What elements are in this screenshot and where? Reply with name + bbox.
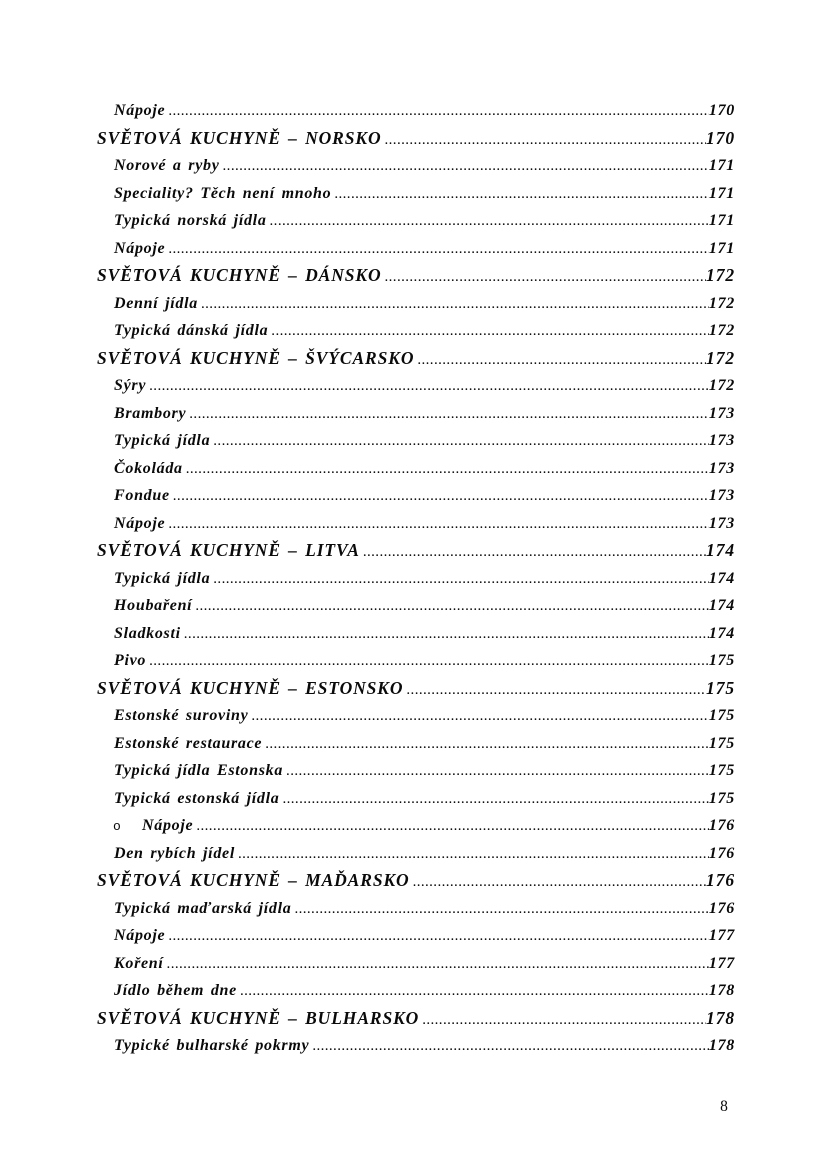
toc-entry — [97, 207, 735, 235]
toc-entry-label: Nápoje — [114, 239, 166, 257]
toc-entry-page: 172 — [708, 322, 735, 339]
dot-leader — [406, 677, 706, 703]
toc-entry-label: Nápoje — [142, 817, 194, 834]
toc-entry-label: Nápoje — [114, 102, 166, 119]
toc-entry-label: Fondue — [114, 487, 170, 504]
toc-entry — [97, 317, 735, 345]
toc-entry-label: Koření — [114, 954, 164, 972]
dot-leader — [149, 648, 709, 675]
toc-entry-label: Typická estonská jídla — [114, 789, 280, 807]
toc-entry — [97, 455, 735, 483]
toc-entry-label: Typická jídla — [114, 569, 211, 587]
toc-entry — [97, 950, 735, 978]
toc-entry — [97, 290, 735, 318]
dot-leader — [312, 1033, 709, 1060]
toc-entry-label: Pivo — [114, 652, 147, 669]
dot-leader — [286, 758, 709, 785]
toc-entry-page: 176 — [708, 899, 735, 917]
dot-leader — [173, 483, 709, 510]
toc-entry-label: Typická dánská jídla — [114, 322, 269, 339]
toc-entry-page: 178 — [708, 1037, 735, 1054]
toc-entry — [97, 840, 735, 868]
toc-entry-page: 175 — [708, 707, 735, 724]
toc-entry-page: 172 — [706, 347, 735, 368]
toc-entry-page: 178 — [706, 1007, 735, 1028]
dot-leader — [294, 896, 708, 923]
toc-entry — [97, 345, 735, 373]
toc-entry — [97, 510, 735, 538]
dot-leader — [270, 208, 709, 235]
toc-entry — [97, 427, 735, 455]
dot-leader — [385, 264, 707, 290]
dot-leader — [223, 153, 709, 180]
toc-entry-label: Estonské suroviny — [114, 707, 249, 724]
dot-leader — [417, 347, 706, 373]
toc-entry-page: 170 — [708, 102, 735, 119]
toc-entry-label: SVĚTOVÁ KUCHYNĚ – ŠVÝCARSKO — [97, 347, 415, 368]
toc-entry-page: 174 — [708, 597, 735, 614]
footer-page-number: 8 — [720, 1098, 728, 1115]
dot-leader — [189, 401, 709, 428]
dot-leader — [213, 428, 709, 455]
toc-entry-label: Sýry — [114, 377, 147, 394]
toc-entry — [97, 647, 735, 675]
dot-leader — [251, 703, 709, 730]
dot-leader — [168, 98, 709, 125]
toc-entry-label: SVĚTOVÁ KUCHYNĚ – NORSKO — [97, 127, 382, 148]
dot-leader — [168, 923, 709, 950]
table-of-contents — [97, 97, 735, 1060]
toc-entry-page: 170 — [706, 127, 735, 148]
dot-leader — [184, 621, 709, 648]
toc-entry-page: 174 — [708, 569, 735, 587]
toc-entry-page: 173 — [708, 404, 735, 422]
toc-entry-page: 175 — [708, 789, 735, 807]
toc-entry-label: Nápoje — [114, 927, 166, 944]
toc-entry — [97, 152, 735, 180]
toc-entry-page: 174 — [708, 624, 735, 642]
toc-entry-page: 176 — [708, 844, 735, 862]
toc-entry-label: Čokoláda — [114, 459, 183, 477]
toc-entry-label: Typická jídla — [114, 432, 211, 449]
dot-leader — [186, 456, 709, 483]
dot-leader — [195, 593, 709, 620]
toc-entry-page: 171 — [708, 157, 735, 174]
toc-entry-page: 176 — [708, 817, 735, 834]
toc-entry-label: Estonské restaurace — [114, 734, 263, 752]
toc-entry — [97, 262, 735, 290]
toc-entry — [97, 1032, 735, 1060]
dot-leader — [271, 318, 709, 345]
toc-entry — [97, 757, 735, 785]
toc-entry — [97, 372, 735, 400]
toc-entry-page: 171 — [708, 239, 735, 257]
dot-leader — [413, 869, 706, 895]
toc-entry — [97, 235, 735, 263]
toc-entry-page: 172 — [706, 265, 735, 285]
toc-entry — [97, 895, 735, 923]
toc-entry — [97, 565, 735, 593]
dot-leader — [213, 566, 709, 593]
toc-entry — [97, 97, 735, 125]
dot-leader — [168, 236, 709, 263]
toc-entry-page: 176 — [706, 870, 735, 890]
toc-entry — [97, 867, 735, 895]
toc-entry-label: Typická jídla Estonska — [114, 762, 284, 779]
toc-entry-label: Typické bulharské pokrmy — [114, 1037, 310, 1054]
toc-entry — [97, 730, 735, 758]
dot-leader — [240, 978, 709, 1005]
toc-entry — [97, 785, 735, 813]
toc-entry-page: 175 — [708, 652, 735, 669]
dot-leader — [265, 731, 709, 758]
toc-entry-page: 172 — [708, 377, 735, 394]
toc-entry-page: 178 — [708, 982, 735, 999]
toc-entry-label: SVĚTOVÁ KUCHYNĚ – ESTONSKO — [97, 677, 404, 698]
toc-entry-label: Typická maďarská jídla — [114, 899, 292, 917]
toc-entry-page: 173 — [708, 514, 735, 532]
toc-entry-label: SVĚTOVÁ KUCHYNĚ – BULHARSKO — [97, 1007, 420, 1028]
toc-entry-label: SVĚTOVÁ KUCHYNĚ – MAĎARSKO — [97, 870, 410, 890]
dot-leader — [196, 813, 709, 840]
toc-entry — [97, 400, 735, 428]
toc-entry — [97, 125, 735, 153]
toc-entry-label: Sladkosti — [114, 624, 181, 642]
toc-entry-label: Denní jídla — [114, 294, 198, 312]
dot-leader — [282, 786, 708, 813]
dot-leader — [168, 511, 709, 538]
toc-entry-page: 177 — [708, 954, 735, 972]
dot-leader — [422, 1007, 706, 1033]
toc-entry — [97, 675, 735, 703]
toc-entry-page: 175 — [708, 734, 735, 752]
dot-leader — [149, 373, 709, 400]
toc-entry-label: Nápoje — [114, 514, 166, 532]
toc-entry-label: Houbaření — [114, 597, 193, 614]
toc-entry-page: 174 — [706, 540, 735, 560]
dot-leader — [385, 127, 707, 153]
toc-entry — [97, 922, 735, 950]
toc-entry-label: Brambory — [114, 404, 187, 422]
toc-entry-label: Den rybích jídel — [114, 844, 235, 862]
toc-entry — [97, 1005, 735, 1033]
toc-entry-label: Typická norská jídla — [114, 212, 267, 229]
dot-leader — [201, 291, 709, 318]
toc-entry — [97, 537, 735, 565]
dot-leader — [238, 841, 709, 868]
toc-entry-page: 171 — [708, 184, 735, 202]
toc-entry-page: 172 — [708, 294, 735, 312]
dot-leader — [363, 539, 706, 565]
toc-entry — [97, 702, 735, 730]
toc-entry — [97, 977, 735, 1005]
toc-entry — [97, 620, 735, 648]
toc-entry-label: SVĚTOVÁ KUCHYNĚ – DÁNSKO — [97, 265, 382, 285]
toc-entry — [97, 592, 735, 620]
dot-leader — [167, 951, 709, 978]
toc-entry-label: SVĚTOVÁ KUCHYNĚ – LITVA — [97, 540, 360, 560]
toc-entry-label: Jídlo během dne — [114, 982, 237, 999]
dot-leader — [334, 181, 709, 208]
toc-entry-page: 175 — [708, 762, 735, 779]
toc-entry — [97, 482, 735, 510]
list-bullet: o — [113, 819, 121, 834]
toc-entry-page: 173 — [708, 432, 735, 449]
toc-entry-label: Norové a ryby — [114, 157, 220, 174]
toc-entry-page: 171 — [708, 212, 735, 229]
toc-entry — [97, 812, 735, 840]
toc-entry-page: 175 — [706, 677, 735, 698]
toc-entry-label: Speciality? Těch není mnoho — [114, 184, 332, 202]
toc-entry-page: 173 — [708, 459, 735, 477]
toc-entry-page: 177 — [708, 927, 735, 944]
toc-entry-page: 173 — [708, 487, 735, 504]
toc-entry — [97, 180, 735, 208]
